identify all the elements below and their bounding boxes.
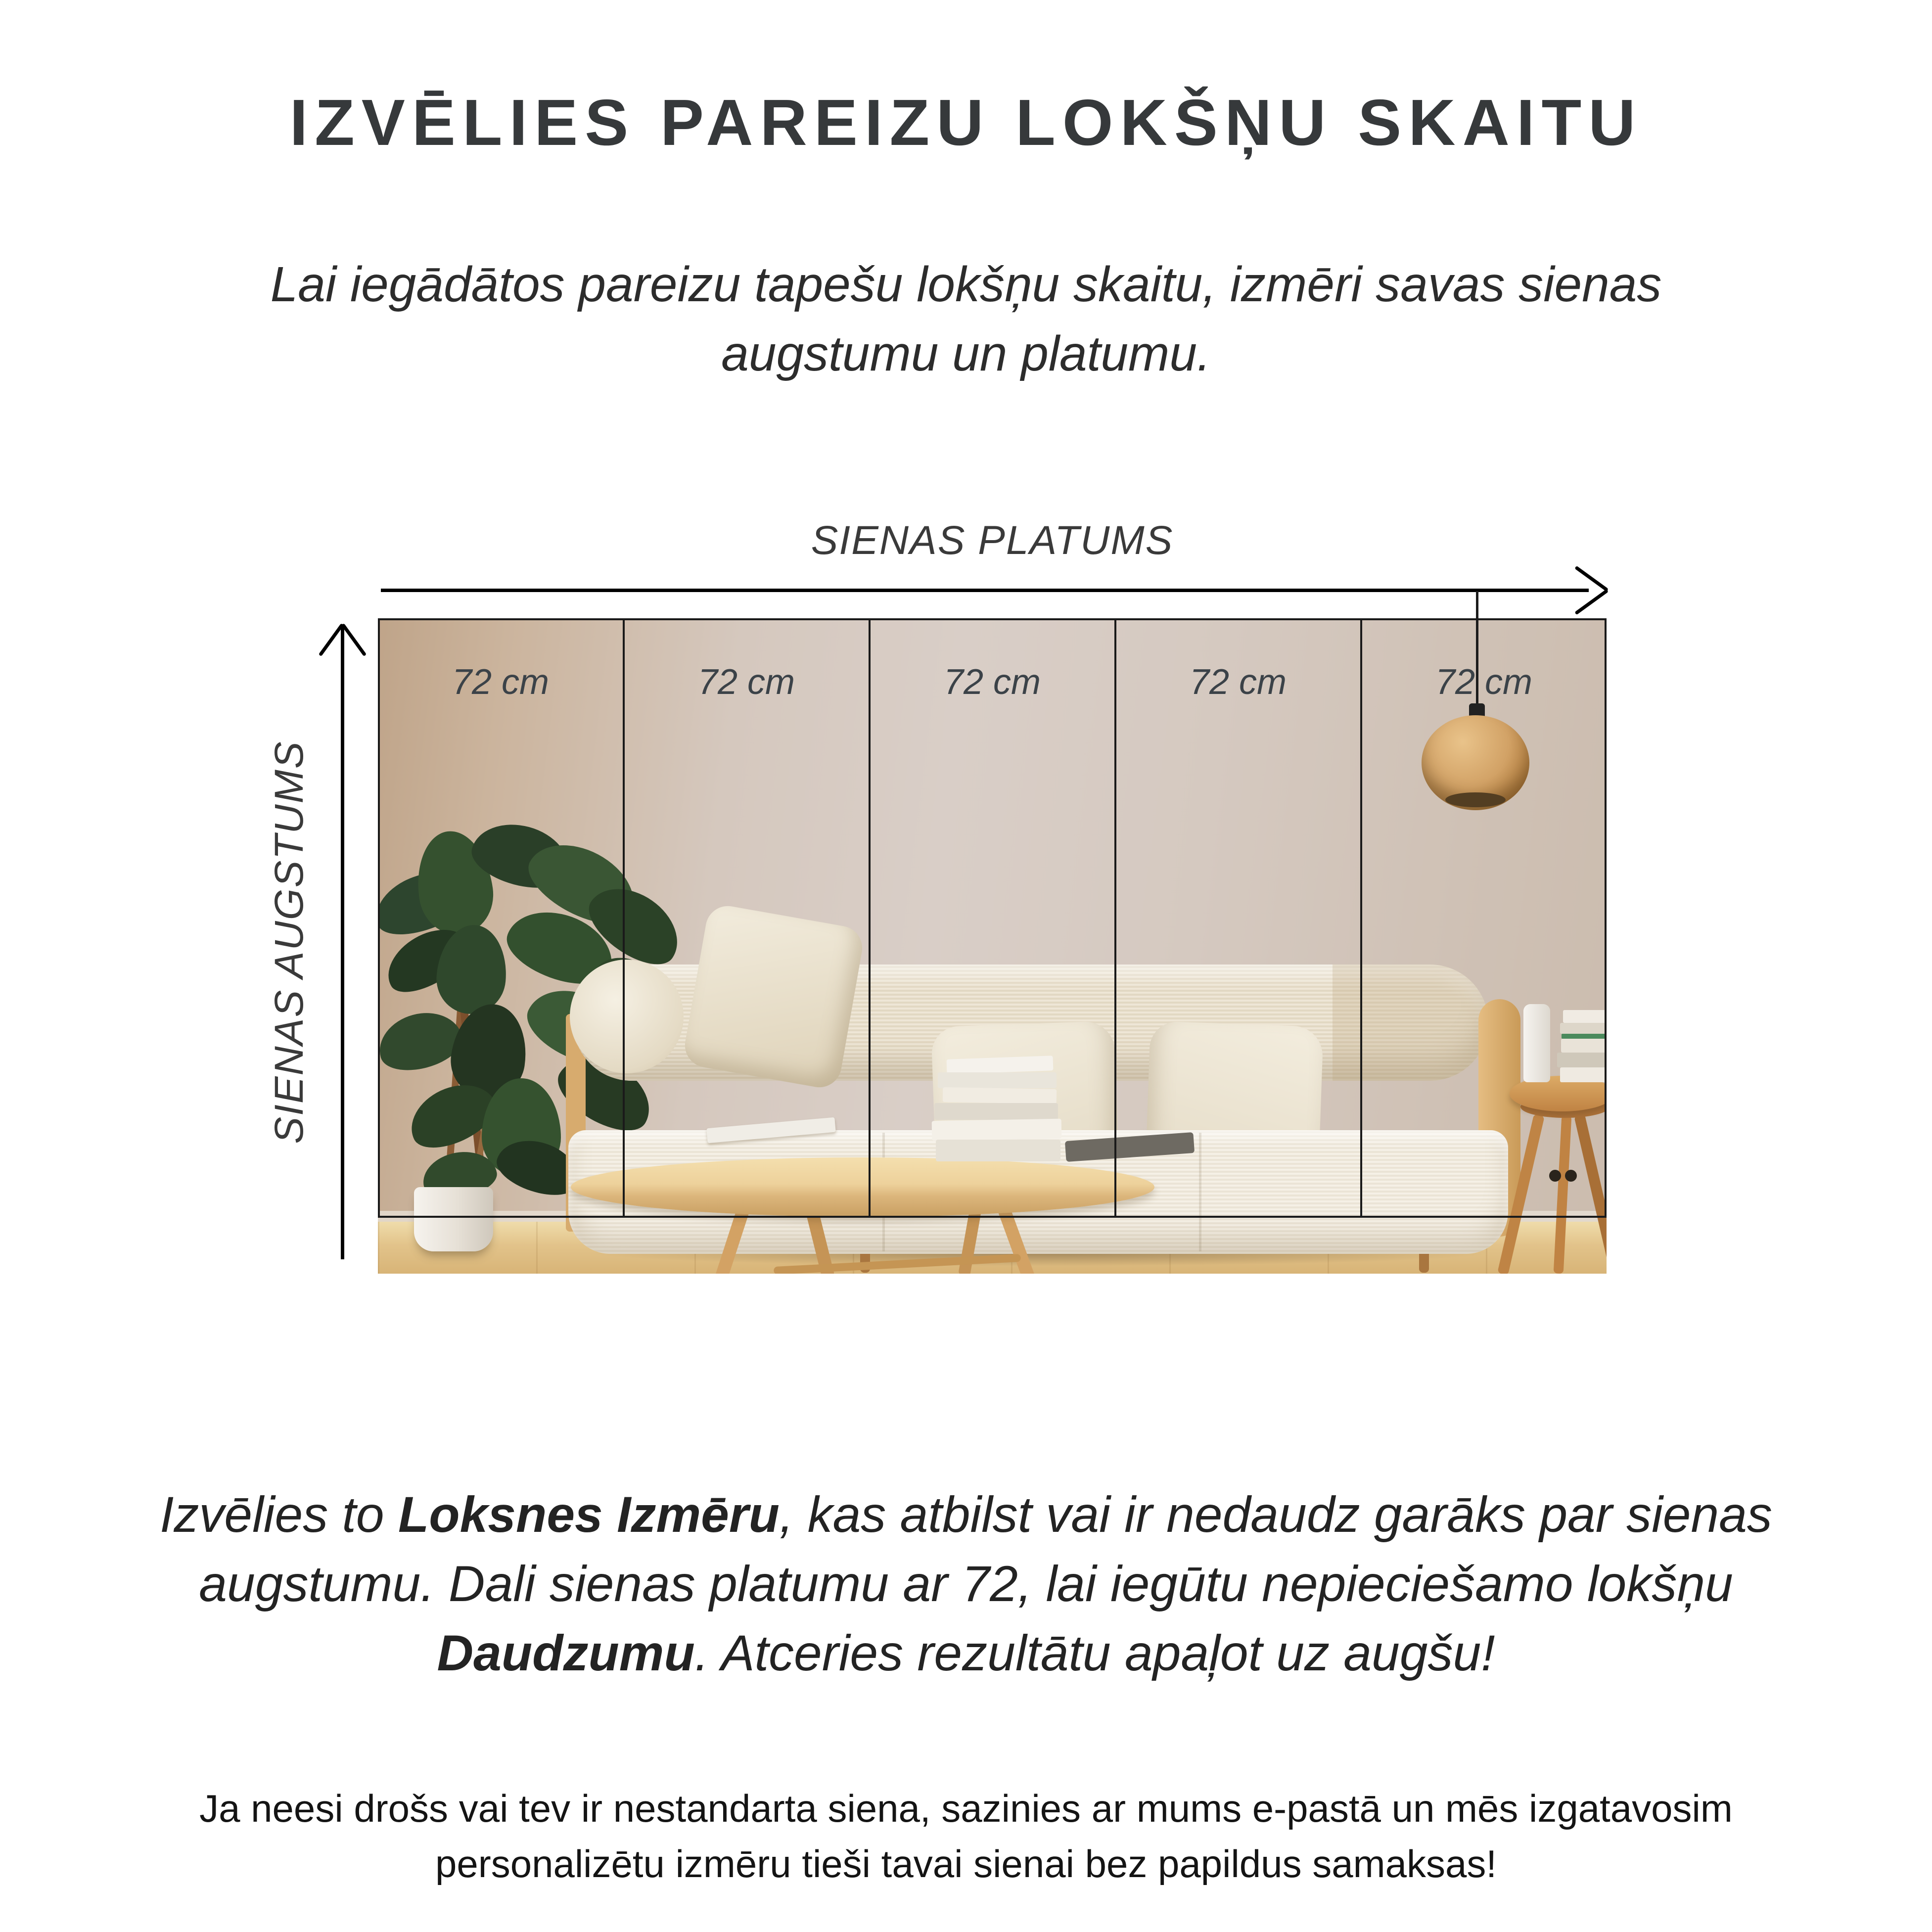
lamp-cord-upper [1476,591,1478,620]
height-arrow-head-right [341,623,367,656]
instructions-text: Izvēlies to Loksnes Izmēru, kas atbilst vai ir nedaudz garāks par sienas augstumu. Dali sienas platumu ar 72, lai iegūtu nepieciešamo lokšņu Daudzumu. Atceries rezultātu apaļot uz augšu! [160,1486,1772,1681]
subtitle-line-2: augstumu un platumu. [721,326,1211,381]
width-arrow-head-lower [1574,566,1609,592]
panel-grid-outline [378,618,1607,1218]
panel-label: 72 cm [1435,662,1533,702]
panel-label: 72 cm [1189,662,1287,702]
panel-divider [869,618,871,1218]
page-title: IZVĒLIES PAREIZU LOKŠŅU SKAITU [289,86,1643,159]
footer-note [51,1781,1881,1891]
wall-height-axis-label: SIENAS AUGSTUMS [267,740,312,1144]
panel-label: 72 cm [943,662,1041,702]
width-arrow-line [381,589,1589,592]
panel-label: 72 cm [697,662,795,702]
panel-divider [1114,618,1116,1218]
subtitle [81,250,1851,388]
wall-width-axis-label: SIENAS PLATUMS [811,518,1174,563]
footer-line-1: Ja neesi drošs vai tev ir nestandarta siena, sazinies ar mums e-pastā un mēs izgatavosim [199,1787,1733,1830]
height-arrow-line [341,626,344,1259]
footer-line-2: personalizētu izmēru tieši tavai sienai bez papildus samaksas! [435,1842,1497,1886]
panel-divider [623,618,625,1218]
panel-label: 72 cm [452,662,550,702]
panel-divider [1360,618,1362,1218]
subtitle-line-1: Lai iegādātos pareizu tapešu lokšņu skaitu, izmēri savas sienas [270,257,1662,312]
width-arrow-head-upper [1574,589,1609,615]
height-arrow-head-left [319,623,344,656]
